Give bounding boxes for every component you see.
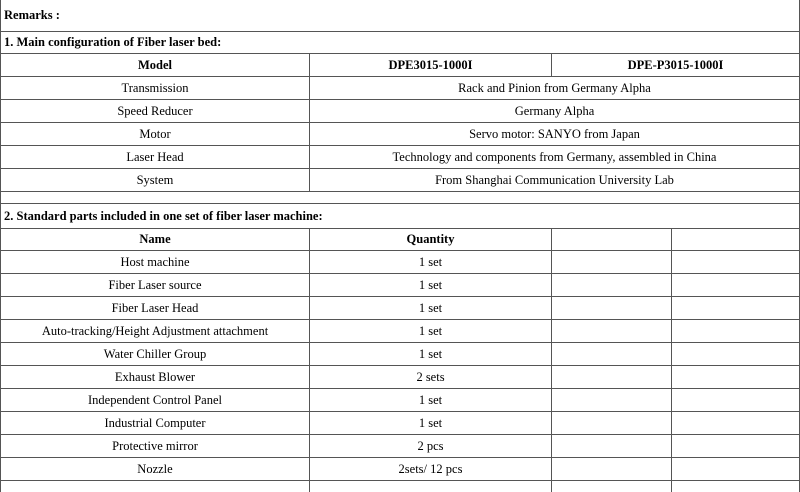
part-name: Host machine [0, 251, 310, 274]
part-quantity: 1 set [310, 251, 552, 274]
empty-cell [552, 458, 672, 481]
section2-heading-row [0, 204, 800, 229]
part-name: Auto-tracking/Height Adjustment attachment [0, 320, 310, 343]
empty-cell [552, 320, 672, 343]
empty-cell [672, 320, 800, 343]
empty-cell [0, 481, 310, 492]
table-row [0, 366, 800, 389]
table-row [0, 435, 800, 458]
header-model: Model [0, 54, 310, 77]
table-row [0, 100, 800, 123]
table-row [0, 169, 800, 192]
part-name: Water Chiller Group [0, 343, 310, 366]
config-name: Speed Reducer [0, 100, 310, 123]
part-quantity: 2sets/ 12 pcs [310, 458, 552, 481]
empty-cell [552, 343, 672, 366]
table-row [0, 77, 800, 100]
config-name: Laser Head [0, 146, 310, 169]
part-quantity: 1 set [310, 389, 552, 412]
config-table-header [0, 54, 800, 77]
empty-cell [310, 481, 552, 492]
empty-cell [552, 481, 672, 492]
table-row [0, 343, 800, 366]
header-quantity: Quantity [310, 229, 552, 251]
empty-cell [672, 297, 800, 320]
part-quantity: 2 pcs [310, 435, 552, 458]
empty-cell [552, 251, 672, 274]
empty-cell [672, 343, 800, 366]
empty-cell [672, 412, 800, 435]
empty-cell [552, 229, 672, 251]
config-value: From Shanghai Communication University Lab [310, 169, 800, 192]
remarks-row [0, 0, 800, 32]
section1-heading-row [0, 32, 800, 54]
table-row [0, 297, 800, 320]
remarks-label: Remarks : [0, 0, 800, 32]
part-quantity: 1 set [310, 320, 552, 343]
part-name: Industrial Computer [0, 412, 310, 435]
partial-row [0, 481, 800, 492]
config-name: Transmission [0, 77, 310, 100]
part-quantity: 1 set [310, 412, 552, 435]
table-row [0, 458, 800, 481]
empty-cell [672, 481, 800, 492]
part-name: Fiber Laser Head [0, 297, 310, 320]
config-name: Motor [0, 123, 310, 146]
part-name: Protective mirror [0, 435, 310, 458]
table-row [0, 274, 800, 297]
parts-table-header [0, 229, 800, 251]
empty-cell [552, 412, 672, 435]
table-row [0, 320, 800, 343]
spacer-cell [0, 192, 800, 204]
config-value: Germany Alpha [310, 100, 800, 123]
empty-cell [672, 366, 800, 389]
part-quantity: 1 set [310, 274, 552, 297]
part-quantity: 1 set [310, 297, 552, 320]
config-value: Rack and Pinion from Germany Alpha [310, 77, 800, 100]
spacer-row [0, 192, 800, 204]
config-value: Technology and components from Germany, assembled in China [310, 146, 800, 169]
table-row [0, 123, 800, 146]
empty-cell [552, 389, 672, 412]
header-model-a: DPE3015-1000I [310, 54, 552, 77]
table-row [0, 251, 800, 274]
table-row [0, 412, 800, 435]
config-name: System [0, 169, 310, 192]
part-name: Nozzle [0, 458, 310, 481]
part-name: Fiber Laser source [0, 274, 310, 297]
part-name: Independent Control Panel [0, 389, 310, 412]
empty-cell [672, 251, 800, 274]
section2-heading: 2. Standard parts included in one set of fiber laser machine: [0, 204, 800, 229]
empty-cell [672, 458, 800, 481]
config-value: Servo motor: SANYO from Japan [310, 123, 800, 146]
empty-cell [672, 229, 800, 251]
empty-cell [552, 435, 672, 458]
table-row [0, 389, 800, 412]
empty-cell [552, 366, 672, 389]
part-quantity: 2 sets [310, 366, 552, 389]
empty-cell [672, 274, 800, 297]
empty-cell [552, 297, 672, 320]
empty-cell [672, 435, 800, 458]
section1-heading: 1. Main configuration of Fiber laser bed: [0, 32, 800, 54]
header-model-b: DPE-P3015-1000I [552, 54, 800, 77]
part-quantity: 1 set [310, 343, 552, 366]
empty-cell [552, 274, 672, 297]
table-row [0, 146, 800, 169]
part-name: Exhaust Blower [0, 366, 310, 389]
empty-cell [672, 389, 800, 412]
header-name: Name [0, 229, 310, 251]
